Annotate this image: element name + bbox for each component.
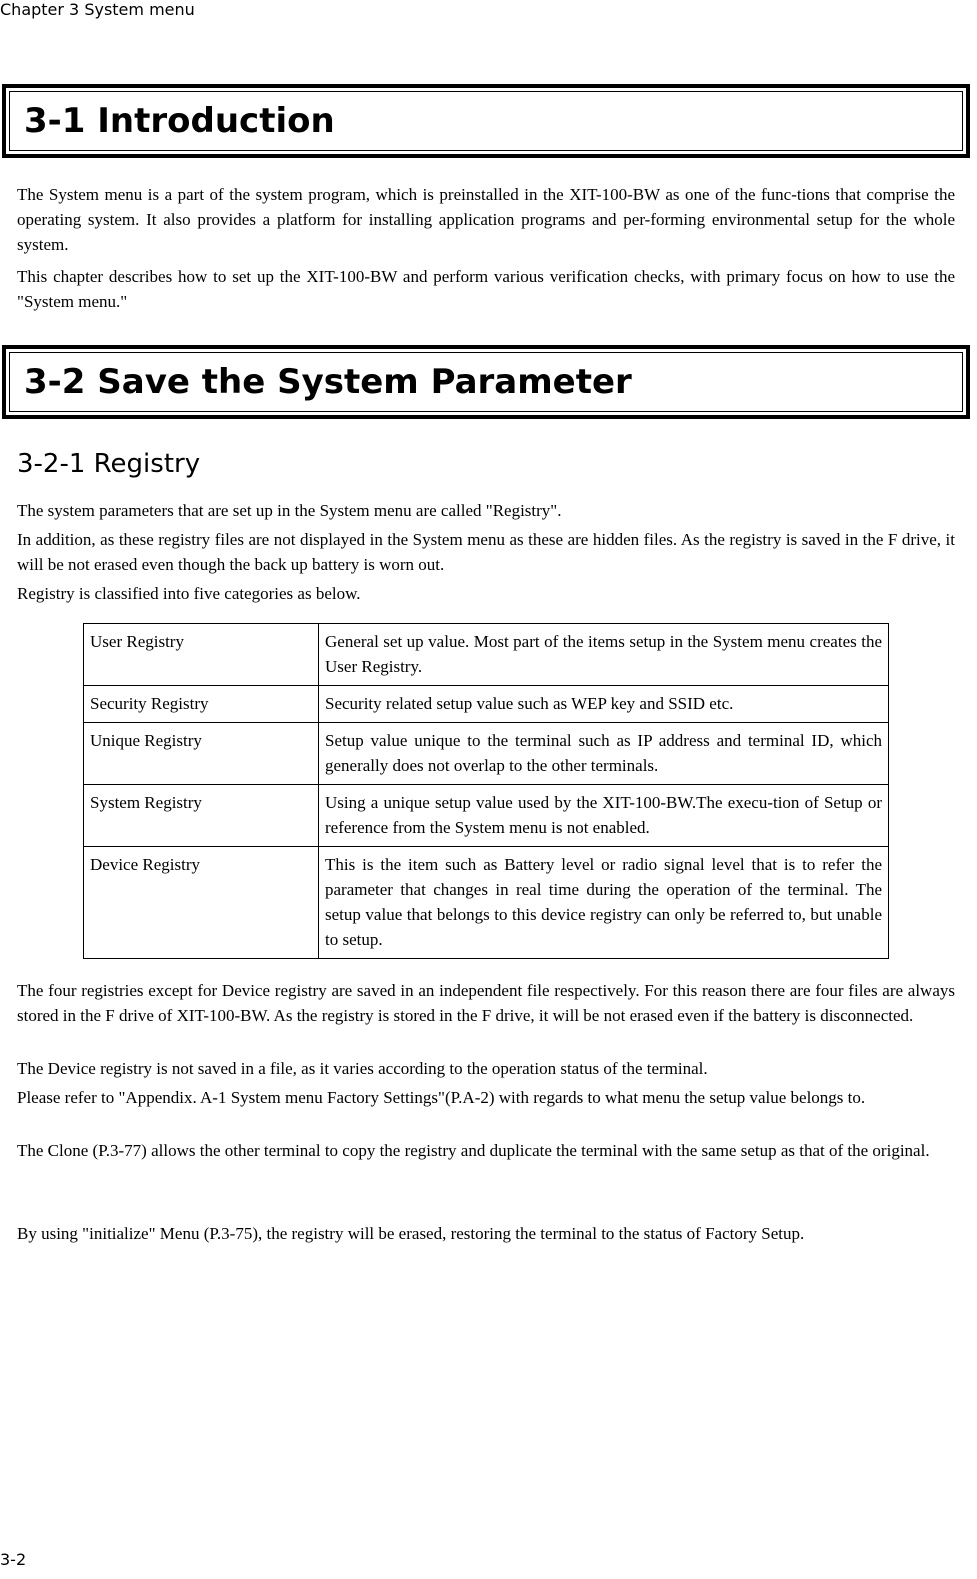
registry-paragraph-2: In addition, as these registry files are not displayed in the System menu as these are hidden files. As the registry is saved in the F drive, it will be not erased even though the back up battery is worn out. — [17, 530, 955, 574]
registry-table — [83, 623, 889, 959]
registry-name-cell: Security Registry — [84, 686, 319, 723]
registry-paragraph-7: The Clone (P.3-77) allows the other terminal to copy the registry and duplicate the terminal with the same setup as that of the original. — [17, 1141, 930, 1160]
table-row — [84, 686, 889, 723]
registry-name-cell: Unique Registry — [84, 723, 319, 785]
table-row — [84, 785, 889, 847]
registry-paragraph-6: Please refer to "Appendix. A-1 System menu Factory Settings"(P.A-2) with regards to what menu the setup value belongs to. — [17, 1088, 866, 1107]
page-number: 3-2 — [0, 1550, 27, 1569]
registry-paragraph-5: The Device registry is not saved in a file, as it varies according to the operation status of the terminal. — [17, 1059, 708, 1078]
table-row — [84, 624, 889, 686]
table-row — [84, 723, 889, 785]
registry-description-cell: Setup value unique to the terminal such as IP address and terminal ID, which generally does not overlap to the other terminals. — [319, 723, 889, 785]
registry-description-cell: General set up value. Most part of the items setup in the System menu creates the User Registry. — [319, 624, 889, 686]
intro-paragraph-2: This chapter describes how to set up the XIT-100-BW and perform various verification checks, with primary focus on how to use the "System menu." — [17, 267, 955, 311]
registry-name-cell: User Registry — [84, 624, 319, 686]
registry-paragraph-3: Registry is classified into five categories as below. — [17, 584, 361, 603]
registry-description-cell: This is the item such as Battery level or radio signal level that is to refer the parameter that changes in real time during the operation of the terminal. The setup value that belongs to this device registry can only be referred to, but unable to setup. — [319, 847, 889, 959]
registry-name-cell: System Registry — [84, 785, 319, 847]
registry-name-cell: Device Registry — [84, 847, 319, 959]
section-title-introduction: 3-1 Introduction — [24, 101, 335, 141]
registry-paragraph-4: The four registries except for Device registry are saved in an independent file respectively. For this reason there are four files are always stored in the F drive of XIT-100-BW. As the registry is stored in the F drive, it will be not erased even if the battery is disconnected. — [17, 981, 955, 1025]
subsection-title-registry: 3-2-1 Registry — [17, 449, 201, 479]
registry-description-cell: Security related setup value such as WEP key and SSID etc. — [319, 686, 889, 723]
chapter-header: Chapter 3 System menu — [0, 0, 195, 19]
section-box-introduction — [2, 84, 970, 158]
registry-paragraph-8: By using "initialize" Menu (P.3-75), the registry will be erased, restoring the terminal to the status of Factory Setup. — [17, 1224, 805, 1243]
registry-description-cell: Using a unique setup value used by the XIT-100-BW.The execu-tion of Setup or reference from the System menu is not enabled. — [319, 785, 889, 847]
section-title-save-system-parameter: 3-2 Save the System Parameter — [24, 362, 632, 402]
registry-paragraph-1: The system parameters that are set up in the System menu are called "Registry". — [17, 501, 562, 520]
section-box-save-system-parameter — [2, 345, 970, 419]
table-row — [84, 847, 889, 959]
intro-paragraph-1: The System menu is a part of the system program, which is preinstalled in the XIT-100-BW as one of the func-tions that comprise the operating system. It also provides a platform for installing application programs and per-forming environmental setup for the whole system. — [17, 185, 955, 254]
